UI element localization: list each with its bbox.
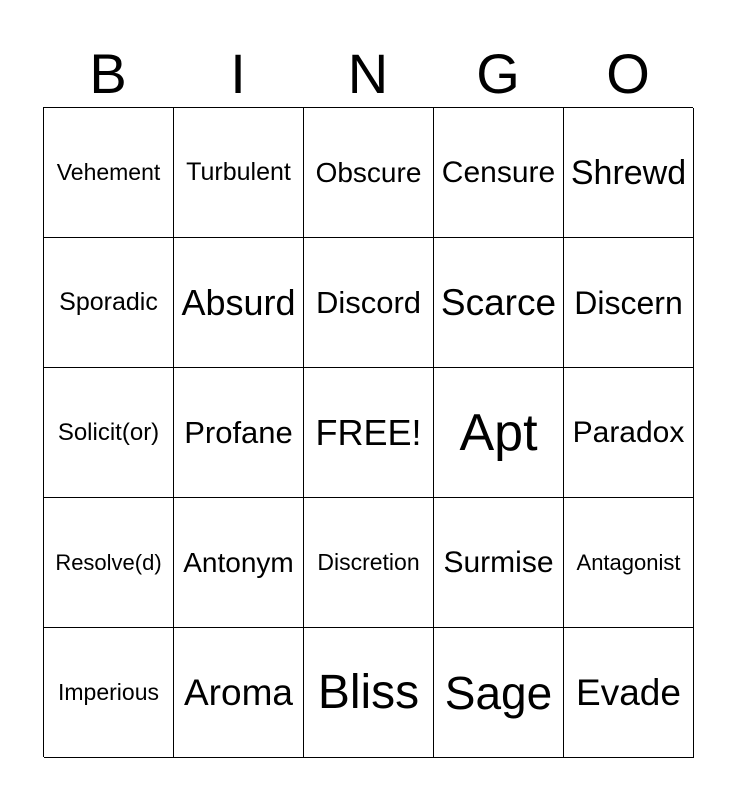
header-letter-o: O — [606, 42, 650, 105]
bingo-cell-r2-c5[interactable]: Discern — [564, 238, 694, 368]
bingo-cell-r3-c2[interactable]: Profane — [174, 368, 304, 498]
bingo-cell-r4-c5[interactable]: Antagonist — [564, 498, 694, 628]
header-letter-g: G — [476, 42, 520, 105]
bingo-cell-r5-c1[interactable]: Imperious — [44, 628, 174, 758]
header-letter-i: I — [230, 42, 246, 105]
bingo-cell-r4-c1[interactable]: Resolve(d) — [44, 498, 174, 628]
header-letter-b: B — [89, 42, 127, 105]
bingo-cell-r3-c1[interactable]: Solicit(or) — [44, 368, 174, 498]
header-letter-n: N — [347, 42, 389, 105]
bingo-cell-r1-c3[interactable]: Obscure — [304, 108, 434, 238]
bingo-cell-r5-c3[interactable]: Bliss — [304, 628, 434, 758]
bingo-cell-r1-c4[interactable]: Censure — [434, 108, 564, 238]
bingo-header — [43, 40, 693, 108]
bingo-cell-r1-c1[interactable]: Vehement — [44, 108, 174, 238]
bingo-cell-r4-c2[interactable]: Antonym — [174, 498, 304, 628]
bingo-cell-r4-c3[interactable]: Discretion — [304, 498, 434, 628]
bingo-cell-r3-c5[interactable]: Paradox — [564, 368, 694, 498]
bingo-cell-r2-c1[interactable]: Sporadic — [44, 238, 174, 368]
bingo-cell-r2-c3[interactable]: Discord — [304, 238, 434, 368]
bingo-board — [43, 107, 693, 757]
bingo-cell-r2-c2[interactable]: Absurd — [174, 238, 304, 368]
bingo-cell-r4-c4[interactable]: Surmise — [434, 498, 564, 628]
bingo-cell-r2-c4[interactable]: Scarce — [434, 238, 564, 368]
bingo-cell-r1-c5[interactable]: Shrewd — [564, 108, 694, 238]
bingo-cell-r3-c3-free-space[interactable]: FREE! — [304, 368, 434, 498]
bingo-cell-r5-c4[interactable]: Sage — [434, 628, 564, 758]
bingo-cell-r5-c5[interactable]: Evade — [564, 628, 694, 758]
bingo-cell-r1-c2[interactable]: Turbulent — [174, 108, 304, 238]
bingo-cell-r3-c4[interactable]: Apt — [434, 368, 564, 498]
bingo-cell-r5-c2[interactable]: Aroma — [174, 628, 304, 758]
